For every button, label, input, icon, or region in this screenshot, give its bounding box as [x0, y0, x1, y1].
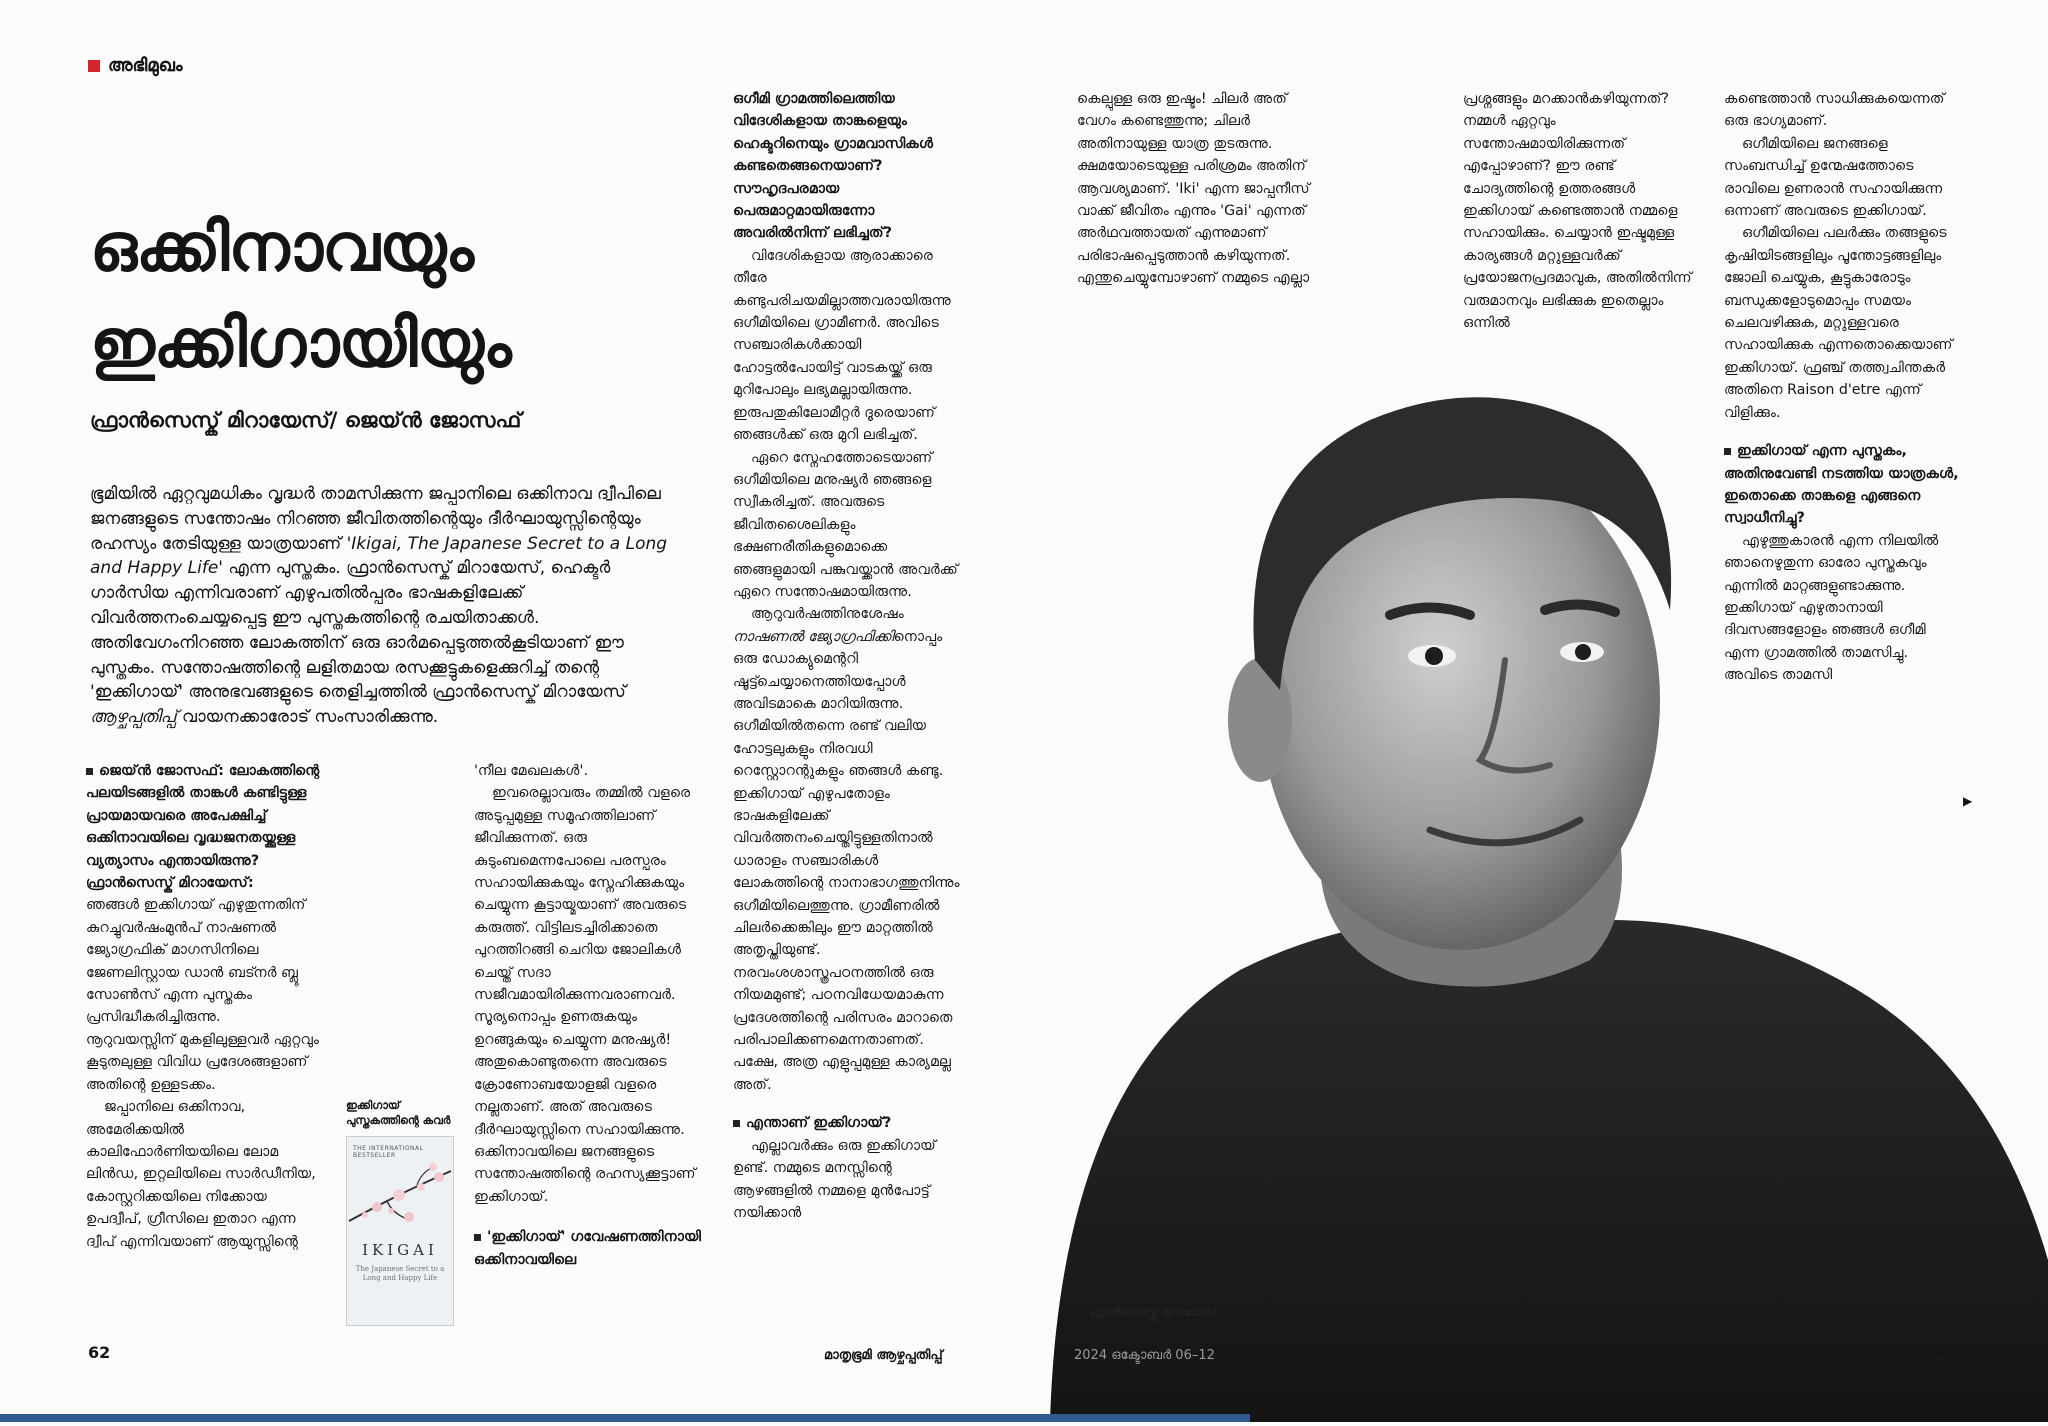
book-cover-subtitle: The Japanese Secret to a Long and Happy Life — [355, 1265, 445, 1282]
question-marker — [86, 768, 93, 775]
byline: ഫ്രാൻസെസ്ക് മിറായേസ്/ ജെയ്ൻ ജോസഫ് — [90, 408, 522, 432]
paragraph: ഒഗീമിയിലെ പലർക്കും തങ്ങളുടെ കൃഷിയിടങ്ങളിലും പൂന്തോട്ടങ്ങളിലും ജോലി ചെയ്യുക, കൂട്ടുകാരോടും ബന്ധുക്കളോടുമൊപ്പം സമയം ചെലവഴിക്കുക, മറ്റുള്ളവരെ സഹായിക്കുക എന്നതൊക്കെയാണ് ഇക്കിഗായ്. ഫ്രഞ്ച് തത്ത്വചിന്തകർ അതിനെ Raison d'etre എന്ന് വിളിക്കും. — [1724, 225, 1953, 421]
column-1 — [86, 760, 326, 1253]
question-marker — [733, 1120, 740, 1127]
book-cover-tagline: THE INTERNATIONAL BESTSELLER — [353, 1145, 424, 1159]
paragraph: ഒഗീമിയിലെ ജനങ്ങളെ സംബന്ധിച്ച് ഉന്മേഷത്തോടെ രാവിലെ ഉണരാൻ സഹായിക്കുന്ന ഒന്നാണ് അവരുടെ ഇക്കിഗായ്. — [1724, 135, 1943, 220]
answer-speaker: ഫ്രാൻസെസ്ക് മിറായേസ്: — [86, 875, 254, 892]
intro-book-title: 'Ikigai, The Japanese Secret to a Long and Happy Life' — [90, 533, 668, 579]
paragraph: ഏറെ സ്നേഹത്തോടെയാണ് ഒഗീമിയിലെ മനുഷ്യർ ഞങ്ങളെ സ്വീകരിച്ചത്. അവരുടെ ജീവിതശൈലികളും ഭക്ഷണരീതികളുമൊക്കെ ഞങ്ങളുമായി പങ്കുവയ്ക്കാൻ അവർക്ക് ഏറെ സന്തോഷമായിരുന്നു. — [733, 449, 959, 600]
question-3 — [733, 1112, 969, 1134]
column-5 — [1463, 88, 1700, 334]
paragraph — [733, 603, 969, 1096]
column-3 — [733, 88, 969, 1224]
question-2-continued: ഒഗീമി ഗ്രാമത്തിലെത്തിയ വിദേശികളായ താങ്കളെയും ഹെക്ടറിനെയും ഗ്രാമവാസികൾ കണ്ടതെങ്ങനെയാണ്? സൗഹൃദപരമായ പെരുമാറ്റമായിരുന്നോ അവരിൽനിന്ന് ലഭിച്ചത്? — [733, 91, 934, 242]
question-1 — [86, 760, 326, 872]
intro-text-e: വായനക്കാരോട് സംസാരിക്കുന്നു. — [176, 707, 439, 728]
article-title — [90, 200, 511, 392]
title-line-2: ഇക്കിഗായിയും — [90, 305, 511, 382]
book-cover-title: IKIGAI — [362, 1241, 438, 1259]
paragraph: ജപ്പാനിലെ ഒക്കിനാവ, അമേരിക്കയിൽ കാലിഫോർണിയയിലെ ലോമ ലിൻഡ, ഇറ്റലിയിലെ സാർഡീനിയ, കോസ്റ്ററിക്കയിലെ നിക്കോയ ഉപദ്വീപ്, ഗ്രീസിലെ ഇതാറ എന്ന ദ്വീപ് എന്നിവയാണ് ആയുസ്സിന്റെ — [86, 1099, 316, 1250]
intro-text-a: ഭൂമിയിൽ ഏറ്റവുമധികം വൃദ്ധർ താമസിക്കുന്ന ജപ്പാനിലെ ഒക്കിനാവ ദ്വീപിലെ ജനങ്ങളുടെ സന്തോഷം നിറഞ്ഞ ജീവിതത്തിന്റെയും ദീർഘായുസ്സിന്റെയും രഹസ്യം തേടിയുള്ള യാത്രയാണ് — [90, 484, 661, 554]
paragraph: 'നീല മേഖലകൾ'. — [474, 763, 588, 779]
paragraph: കെല്പുള്ള ഒരു ഇഷ്ടം! ചിലർ അത് വേഗം കണ്ടെത്തുന്നു; ചിലർ അതിനായുള്ള യാത്ര തുടരുന്നു. ക്ഷമയോടെയുള്ള പരിശ്രമം അതിന് ആവശ്യമാണ്. 'Iki' എന്ന ജാപ്പനീസ് വാക്ക് ജീവിതം എന്നും 'Gai' എന്നത് അർഥവത്തായത് എന്നുമാണ് പരിഭാഷപ്പെടുത്താൻ കഴിയുന്നത്. എന്തുചെയ്യുമ്പോഴാണ് നമ്മുടെ എല്ലാ — [1077, 91, 1310, 287]
paragraph: എഴുത്തുകാരൻ എന്ന നിലയിൽ ഞാനെഴുതുന്ന ഓരോ പുസ്തകവും എന്നിൽ മാറ്റങ്ങളുണ്ടാക്കുന്നു. ഇക്കിഗായ് എഴുതാനായി ദിവസങ്ങളോളം ഞങ്ങൾ ഒഗീമി എന്ന ഗ്രാമത്തിൽ താമസിച്ചു. അവിടെ താമസി — [1724, 532, 1939, 684]
book-cover-caption: ഇക്കിഗായ് പുസ്തകത്തിന്റെ കവർ — [346, 1099, 451, 1127]
issue-date: 2024 ഒക്ടോബർ 06–12 — [1074, 1348, 1215, 1363]
cherry-blossom-branch-icon — [347, 1151, 453, 1251]
question-1-text: ജെയ്ൻ ജോസഫ്: ലോകത്തിന്റെ പലയിടങ്ങളിൽ താങ്കൾ കണ്ടിട്ടുള്ള പ്രായമായവരെ അപേക്ഷിച്ച് ഒക്കിനാവയിലെ വൃദ്ധജനതയ്ക്കുള്ള വ്യത്യാസം എന്തായിരുന്നു? — [86, 763, 320, 869]
question-4-text: ഇക്കിഗായ് എന്ന പുസ്തകം, അതിനുവേണ്ടി നടത്തിയ യാത്രകൾ, ഇതൊക്കെ താങ്കളെ എങ്ങനെ സ്വാധീനിച്ചു? — [1724, 443, 1959, 527]
question-marker — [474, 1234, 481, 1241]
section-label: അഭിമുഖം — [108, 55, 183, 76]
question-marker — [1724, 448, 1731, 455]
paragraph-italic: നാഷണൽ ജ്യോഗ്രഫിക്കി — [733, 628, 894, 645]
paragraph: കണ്ടെത്താൻ സാധിക്കുകയെന്നത് ഒരു ഭാഗ്യമാണ്. — [1724, 91, 1945, 130]
book-cover-image — [346, 1136, 454, 1326]
paragraph: എല്ലാവർക്കും ഒരു ഇക്കിഗായ് ഉണ്ട്. നമ്മുടെ മനസ്സിന്റെ ആഴങ്ങളിൽ നമ്മളെ മുൻപോട്ട് നയിക്കാൻ — [733, 1137, 936, 1221]
intro-paragraph — [90, 482, 692, 730]
question-2-text: 'ഇക്കിഗായ്' ഗവേഷണത്തിനായി ഒക്കിനാവയിലെ — [474, 1229, 701, 1268]
paragraph: നൂറുവയസ്സിന് മുകളിലുള്ളവർ ഏറ്റവും കൂടുതലുള്ള വിവിധ പ്രദേശങ്ങളാണ് അതിന്റെ ഉള്ളടക്കം. — [86, 1031, 319, 1093]
question-4 — [1724, 440, 1962, 530]
intro-text-c: എന്ന പുസ്തകം. ഫ്രാൻസെസ്ക് മിറായേസ്, ഹെക്ടർ ഗാർസിയ എന്നിവരാണ് എഴുപതിൽപ്പരം ഭാഷകളിലേക്ക് വിവർത്തനംചെയ്യപ്പെട്ട ഈ പുസ്തകത്തിന്റെ രചയിതാക്കൾ. അതിവേഗംനിറഞ്ഞ ലോകത്തിന് ഒരു ഓർമപ്പെടുത്തൽകൂടിയാണ് ഈ പുസ്തകം. സന്തോഷത്തിന്റെ ലളിതമായ രസക്കൂട്ടുകളെക്കുറിച്ച് തന്റെ 'ഇക്കിഗായ്' അനുഭവങ്ങളുടെ തെളിച്ചത്തിൽ ഫ്രാൻസെസ്ക് മിറായേസ് — [90, 558, 626, 703]
question-3-text: എന്താണ് ഇക്കിഗായ്? — [746, 1115, 892, 1132]
page-number-right: 63 — [1938, 1343, 1961, 1362]
paragraph: വിദേശികളായ ആരാക്കാരെ തീരേ കണ്ടുപരിചയമില്ലാത്തവരായിരുന്നു ഒഗീമിയിലെ ഗ്രാമീണർ. അവിടെ സഞ്ചാരികൾക്കായി ഹോട്ടൽപോയിട്ട് വാടകയ്ക്ക് ഒരു മുറിപോലും ലഭ്യമല്ലായിരുന്നു. ഇരുപതുകിലോമീറ്റർ ദൂരെയാണ് ഞങ്ങൾക്ക് ഒരു മുറി ലഭിച്ചത്. — [733, 247, 951, 444]
paragraph-text: ആറുവർഷത്തിനുശേഷം — [751, 606, 904, 623]
paragraph: പ്രശ്നങ്ങളും മറക്കാൻകഴിയുന്നത്? നമ്മൾ ഏറ്റവും സന്തോഷമായിരിക്കുന്നത് എപ്പോഴാണ്? ഈ രണ്ട് ചോദ്യത്തിന്റെ ഉത്തരങ്ങൾ ഇക്കിഗായ് കണ്ടെത്താൻ നമ്മളെ സഹായിക്കും. ചെയ്യാൻ ഇഷ്ടമുള്ള കാര്യങ്ങൾ മറ്റുള്ളവർക്ക് പ്രയോജനപ്രദമാവുക, അതിൽനിന്ന് വരുമാനവും ലഭിക്കുക ഇതെല്ലാം ഒന്നിൽ — [1463, 91, 1692, 332]
question-2 — [474, 1226, 714, 1271]
page-number-left: 62 — [88, 1343, 111, 1362]
bottom-bar — [0, 1414, 1250, 1422]
column-4 — [1077, 88, 1314, 290]
section-tag — [88, 55, 182, 76]
continue-arrow-icon: ▶ — [1963, 794, 1973, 808]
paragraph: ഇവരെല്ലാവരും തമ്മിൽ വളരെ അടുപ്പമുള്ള സമൂഹത്തിലാണ് ജീവിക്കുന്നത്. ഒരു കുടുംബമെന്നപോലെ പരസ്പരം സഹായിക്കുകയും സ്നേഹിക്കുകയും ചെയ്യുന്ന കൂട്ടായ്മയാണ് അവരുടെ കരുത്ത്. വിട്ടിലടച്ചിരിക്കാതെ പുറത്തിറങ്ങി ചെറിയ ജോലികൾ ചെയ്ത് സദാ സജീവമായിരിക്കുന്നവരാണവർ. സൂര്യനൊപ്പം ഉണരുകയും ഉറങ്ങുകയും ചെയ്യുന്ന മനുഷ്യർ! അതുകൊണ്ടുതന്നെ അവരുടെ ക്രോണോബയോളജി വളരെ നല്ലതാണ്. അത് അവരുടെ ദീർഘായുസ്സിനെ സഹായിക്കുന്നു. ഒക്കിനാവയിലെ ജനങ്ങളുടെ സന്തോഷത്തിന്റെ രഹസ്യക്കൂട്ടാണ് ഇക്കിഗായ്. — [474, 785, 696, 1205]
section-marker — [88, 60, 100, 72]
column-6 — [1724, 88, 1962, 687]
paragraph-text: നൊപ്പം ഒരു ഡോക്യുമെന്ററി ഷൂട്ട്ചെയ്യാനെത്തിയപ്പോൾ അവിടമാകെ മാറിയിരുന്നു. ഒഗീമിയിൽതന്നെ രണ്ട് വലിയ ഹോട്ടലുകളും നിരവധി റെസ്റ്റോറന്റുകളും ഞങ്ങൾ കണ്ടു. ഇക്കിഗായ് എഴുപതോളം ഭാഷകളിലേക്ക് വിവർത്തനംചെയ്തിട്ടുള്ളതിനാൽ ധാരാളം സഞ്ചാരികൾ ലോകത്തിന്റെ നാനാഭാഗത്തുനിന്നും ഒഗീമിയിലെത്തുന്നു. ഗ്രാമീണരിൽ ചിലർക്കെങ്കിലും ഈ മാറ്റത്തിൽ അതൃപ്തിയുണ്ട്. നരവംശശാസ്ത്രപഠനത്തിൽ ഒരു നിയമമുണ്ട്; പഠനവിധേയമാകുന്ന പ്രദേശത്തിന്റെ പരിസരം മാറാതെ പരിപാലിക്കണമെന്നതാണത്. പക്ഷേ, അത്ര എളുപ്പമുള്ള കാര്യമല്ല അത്. — [733, 628, 960, 1093]
intro-magazine: ആഴ്ചപ്പതിപ്പ് — [90, 707, 177, 728]
photo-caption: ഫ്രാൻസെസ്ക് മിറായേസ് — [1090, 1306, 1216, 1319]
title-line-1: ഒക്കിനാവയും — [90, 209, 473, 286]
paragraph: ഞങ്ങൾ ഇക്കിഗായ് എഴുതുന്നതിന് കുറച്ചുവർഷംമുൻപ് നാഷണൽ ജ്യോഗ്രഫിക് മാഗസിനിലെ ജേണലിസ്റ്റായ ഡാൻ ബട്നർ ബ്ലൂ സോൺസ് എന്ന പുസ്തകം പ്രസിദ്ധീകരിച്ചിരുന്നു. — [86, 897, 306, 1026]
magazine-name: മാതൃഭൂമി ആഴ്ചപ്പതിപ്പ് — [824, 1348, 943, 1363]
column-2 — [474, 760, 714, 1271]
